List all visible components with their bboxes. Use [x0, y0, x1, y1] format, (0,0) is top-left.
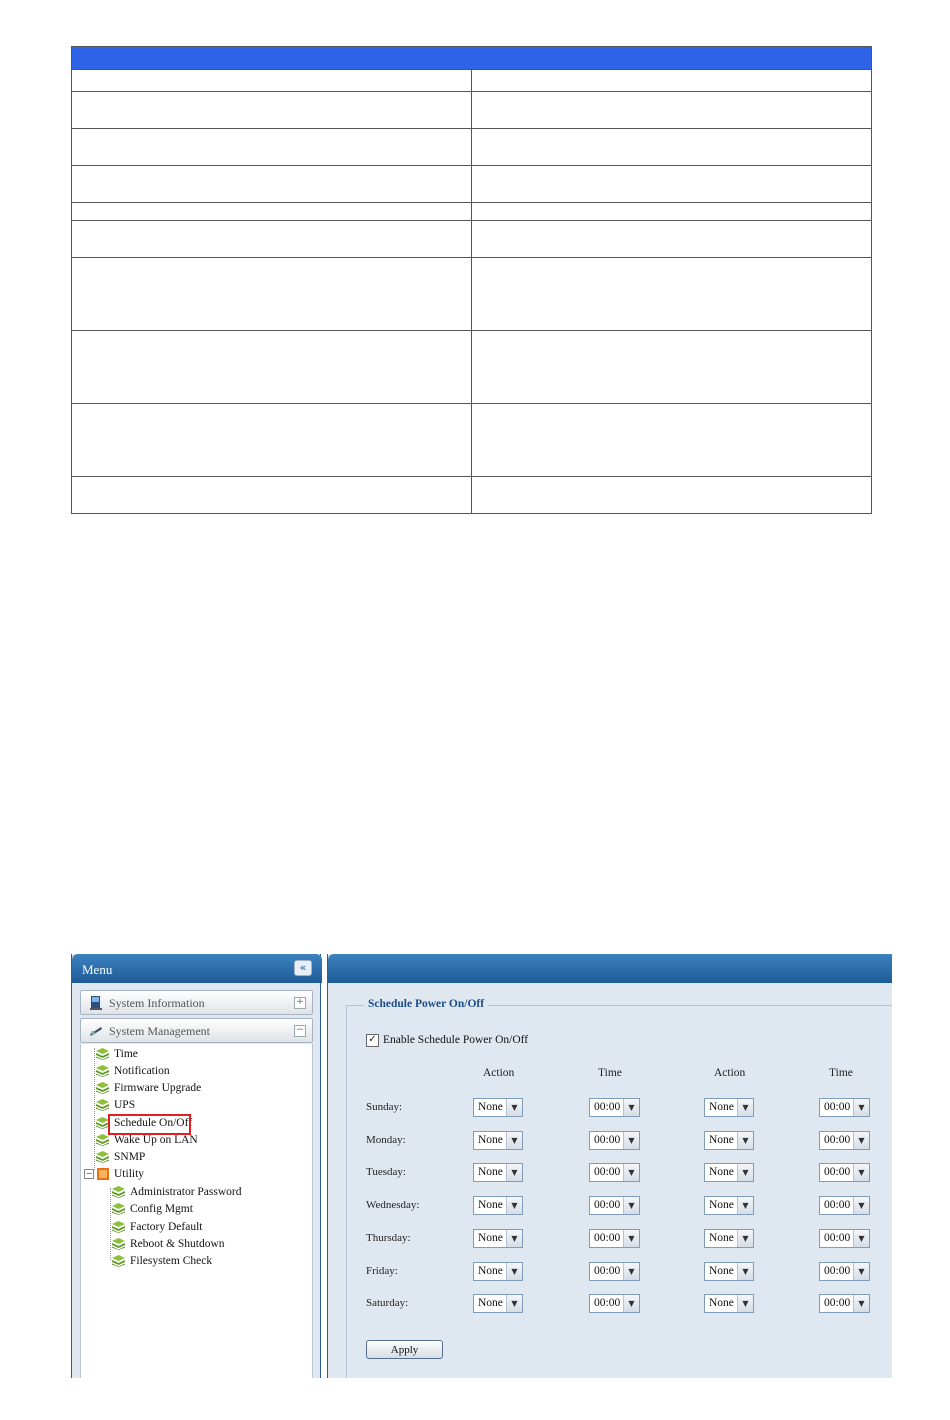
table-cell — [72, 221, 472, 258]
time-select[interactable] — [589, 1196, 640, 1215]
time-select[interactable] — [589, 1294, 640, 1313]
select-value: 00:00 — [594, 1101, 621, 1113]
stack-icon — [112, 1203, 125, 1215]
accordion-system-information[interactable] — [80, 990, 313, 1015]
select-value: 00:00 — [824, 1166, 851, 1178]
table-cell — [72, 70, 472, 92]
stack-icon — [96, 1065, 109, 1077]
select-value: None — [709, 1101, 734, 1113]
chevron-down-icon[interactable]: ▼ — [623, 1099, 639, 1116]
time-select[interactable] — [819, 1163, 870, 1182]
stack-icon — [112, 1238, 125, 1250]
chevron-down-icon[interactable]: ▼ — [853, 1295, 869, 1312]
chevron-down-icon[interactable]: ▼ — [853, 1099, 869, 1116]
stack-icon — [96, 1151, 109, 1163]
tree-line — [94, 1048, 95, 1170]
day-label: Sunday: — [366, 1101, 403, 1113]
table-cell — [72, 203, 472, 221]
select-value: 00:00 — [824, 1232, 851, 1244]
table-row — [72, 331, 872, 404]
select-value: 00:00 — [594, 1297, 621, 1309]
collapse-section-icon[interactable]: − — [294, 1025, 306, 1037]
chevron-down-icon[interactable]: ▼ — [506, 1164, 522, 1181]
select-value: 00:00 — [594, 1199, 621, 1211]
menu-item-label: SNMP — [114, 1151, 146, 1163]
time-select[interactable] — [819, 1098, 870, 1117]
select-value: None — [709, 1134, 734, 1146]
action-select[interactable] — [473, 1262, 523, 1281]
time-select[interactable] — [819, 1229, 870, 1248]
select-value: 00:00 — [824, 1101, 851, 1113]
section-legend: Schedule Power On/Off — [364, 998, 488, 1010]
menu-item-label: Filesystem Check — [130, 1255, 213, 1267]
table-cell — [472, 331, 872, 404]
chevron-down-icon[interactable]: ▼ — [506, 1230, 522, 1247]
chevron-down-icon[interactable]: ▼ — [853, 1132, 869, 1149]
menu-item-label: Factory Default — [130, 1221, 203, 1233]
accordion-system-management[interactable] — [80, 1018, 313, 1043]
chevron-down-icon[interactable]: ▼ — [623, 1164, 639, 1181]
select-value: 00:00 — [594, 1265, 621, 1277]
table-row — [72, 129, 872, 166]
table-header-row — [72, 47, 872, 70]
time-select[interactable] — [589, 1163, 640, 1182]
chevron-down-icon[interactable]: ▼ — [737, 1099, 753, 1116]
select-value: 00:00 — [594, 1166, 621, 1178]
accordion-label: System Management — [109, 1024, 210, 1038]
chevron-down-icon[interactable]: ▼ — [506, 1197, 522, 1214]
table-cell — [72, 404, 472, 477]
time-select[interactable] — [589, 1262, 640, 1281]
table-cell — [472, 203, 872, 221]
table-row — [72, 404, 872, 477]
chevron-down-icon[interactable]: ▼ — [853, 1197, 869, 1214]
time-select[interactable] — [819, 1262, 870, 1281]
table-cell — [72, 166, 472, 203]
content-panel — [327, 954, 892, 1378]
column-header-time: Time — [598, 1067, 622, 1079]
action-select[interactable] — [704, 1229, 754, 1248]
tree-collapse-icon[interactable]: − — [85, 1169, 93, 1178]
table-cell — [472, 166, 872, 203]
menu-panel — [71, 954, 321, 1378]
day-label: Tuesday: — [366, 1166, 406, 1178]
menu-item-label: Config Mgmt — [130, 1203, 193, 1215]
table-header-cell — [72, 47, 872, 70]
chevron-down-icon[interactable]: ▼ — [737, 1263, 753, 1280]
chevron-down-icon[interactable]: ▼ — [737, 1230, 753, 1247]
day-label: Wednesday: — [366, 1199, 420, 1211]
table-row — [72, 221, 872, 258]
column-header-action: Action — [714, 1067, 746, 1079]
select-value: None — [478, 1134, 503, 1146]
stack-icon — [112, 1186, 125, 1198]
menu-item-label: Administrator Password — [130, 1186, 242, 1198]
table-cell — [472, 70, 872, 92]
select-value: None — [478, 1101, 503, 1113]
action-select[interactable] — [704, 1196, 754, 1215]
menu-item-label: Reboot & Shutdown — [130, 1238, 225, 1250]
menu-item-label: Wake Up on LAN — [114, 1134, 198, 1146]
table-row — [72, 70, 872, 92]
menu-title: Menu — [82, 962, 113, 977]
table-row — [72, 477, 872, 514]
column-header-time: Time — [829, 1067, 853, 1079]
content-header — [328, 954, 892, 983]
chevron-down-icon[interactable]: ▼ — [623, 1263, 639, 1280]
table-cell — [72, 258, 472, 331]
select-value: None — [478, 1166, 503, 1178]
action-select[interactable] — [704, 1098, 754, 1117]
chevron-down-icon[interactable]: ▼ — [737, 1295, 753, 1312]
menu-item-label: Time — [114, 1048, 138, 1060]
column-header-action: Action — [483, 1067, 515, 1079]
time-select[interactable] — [589, 1131, 640, 1150]
action-select[interactable] — [473, 1098, 523, 1117]
table-cell — [72, 477, 472, 514]
select-value: None — [478, 1232, 503, 1244]
time-select[interactable] — [819, 1196, 870, 1215]
chevron-down-icon[interactable]: ▼ — [506, 1263, 522, 1280]
chevron-down-icon[interactable]: ▼ — [623, 1295, 639, 1312]
action-select[interactable] — [704, 1262, 754, 1281]
day-label: Saturday: — [366, 1297, 409, 1309]
chevron-down-icon[interactable]: ▼ — [506, 1295, 522, 1312]
action-select[interactable] — [473, 1229, 523, 1248]
day-label: Monday: — [366, 1134, 406, 1146]
folder-icon — [97, 1168, 109, 1180]
chevron-down-icon[interactable]: ▼ — [506, 1099, 522, 1116]
chevron-down-icon[interactable]: ▼ — [737, 1197, 753, 1214]
enable-schedule-checkbox[interactable]: ✓ — [366, 1034, 379, 1047]
table-cell — [472, 258, 872, 331]
apply-button[interactable]: Apply — [366, 1340, 443, 1359]
action-select[interactable] — [473, 1163, 523, 1182]
day-label: Friday: — [366, 1265, 398, 1277]
table-cell — [472, 477, 872, 514]
select-value: 00:00 — [594, 1232, 621, 1244]
action-select[interactable] — [473, 1196, 523, 1215]
table-cell — [72, 92, 472, 129]
action-select[interactable] — [473, 1131, 523, 1150]
chevron-down-icon[interactable]: ▼ — [506, 1132, 522, 1149]
enable-schedule-label: Enable Schedule Power On/Off — [383, 1034, 529, 1046]
chevron-down-icon[interactable]: ▼ — [623, 1197, 639, 1214]
select-value: None — [478, 1265, 503, 1277]
accordion-label: System Information — [109, 996, 205, 1010]
fieldset-border — [346, 1005, 347, 1378]
time-select[interactable] — [819, 1131, 870, 1150]
chevron-down-icon[interactable]: ▼ — [623, 1230, 639, 1247]
double-chevron-left-icon[interactable]: « — [294, 960, 312, 976]
table-row — [72, 203, 872, 221]
select-value: 00:00 — [594, 1134, 621, 1146]
highlight-annotation-box — [108, 1114, 191, 1135]
table-cell — [472, 129, 872, 166]
select-value: 00:00 — [824, 1297, 851, 1309]
select-value: None — [709, 1232, 734, 1244]
computer-icon — [89, 995, 103, 1010]
table-cell — [472, 92, 872, 129]
menu-item-label: Schedule On/Off — [114, 1117, 193, 1129]
blank-info-table — [71, 46, 872, 514]
action-select[interactable] — [473, 1294, 523, 1313]
table-cell — [72, 129, 472, 166]
select-value: None — [478, 1199, 503, 1211]
chevron-down-icon[interactable]: ▼ — [623, 1132, 639, 1149]
select-value: None — [709, 1265, 734, 1277]
chevron-down-icon[interactable]: ▼ — [853, 1230, 869, 1247]
chevron-down-icon[interactable]: ▼ — [737, 1164, 753, 1181]
table-cell — [472, 404, 872, 477]
stack-icon — [96, 1099, 109, 1111]
select-value: None — [709, 1297, 734, 1309]
table-cell — [72, 331, 472, 404]
stack-icon — [96, 1082, 109, 1094]
stack-icon — [112, 1221, 125, 1233]
menu-item-label: Firmware Upgrade — [114, 1082, 202, 1094]
select-value: 00:00 — [824, 1199, 851, 1211]
menu-item-label: UPS — [114, 1099, 136, 1111]
menu-item-label: Utility — [114, 1168, 145, 1180]
stack-icon — [96, 1134, 109, 1146]
table-row — [72, 166, 872, 203]
menu-item-label: Notification — [114, 1065, 170, 1077]
table-cell — [472, 221, 872, 258]
tree-line — [110, 1188, 111, 1260]
time-select[interactable] — [819, 1294, 870, 1313]
stack-icon — [112, 1255, 125, 1267]
chevron-down-icon[interactable]: ▼ — [737, 1132, 753, 1149]
select-value: None — [478, 1297, 503, 1309]
select-value: None — [709, 1166, 734, 1178]
time-select[interactable] — [589, 1098, 640, 1117]
select-value: 00:00 — [824, 1134, 851, 1146]
table-row — [72, 92, 872, 129]
action-select[interactable] — [704, 1163, 754, 1182]
wrench-icon — [89, 1023, 103, 1038]
action-select[interactable] — [704, 1294, 754, 1313]
time-select[interactable] — [589, 1229, 640, 1248]
menu-header — [72, 954, 322, 983]
action-select[interactable] — [704, 1131, 754, 1150]
select-value: 00:00 — [824, 1265, 851, 1277]
table-row — [72, 258, 872, 331]
nas-admin-screenshot — [71, 954, 892, 1378]
expand-icon[interactable]: + — [294, 997, 306, 1009]
chevron-down-icon[interactable]: ▼ — [853, 1164, 869, 1181]
chevron-down-icon[interactable]: ▼ — [853, 1263, 869, 1280]
stack-icon — [96, 1048, 109, 1060]
day-label: Thursday: — [366, 1232, 411, 1244]
select-value: None — [709, 1199, 734, 1211]
